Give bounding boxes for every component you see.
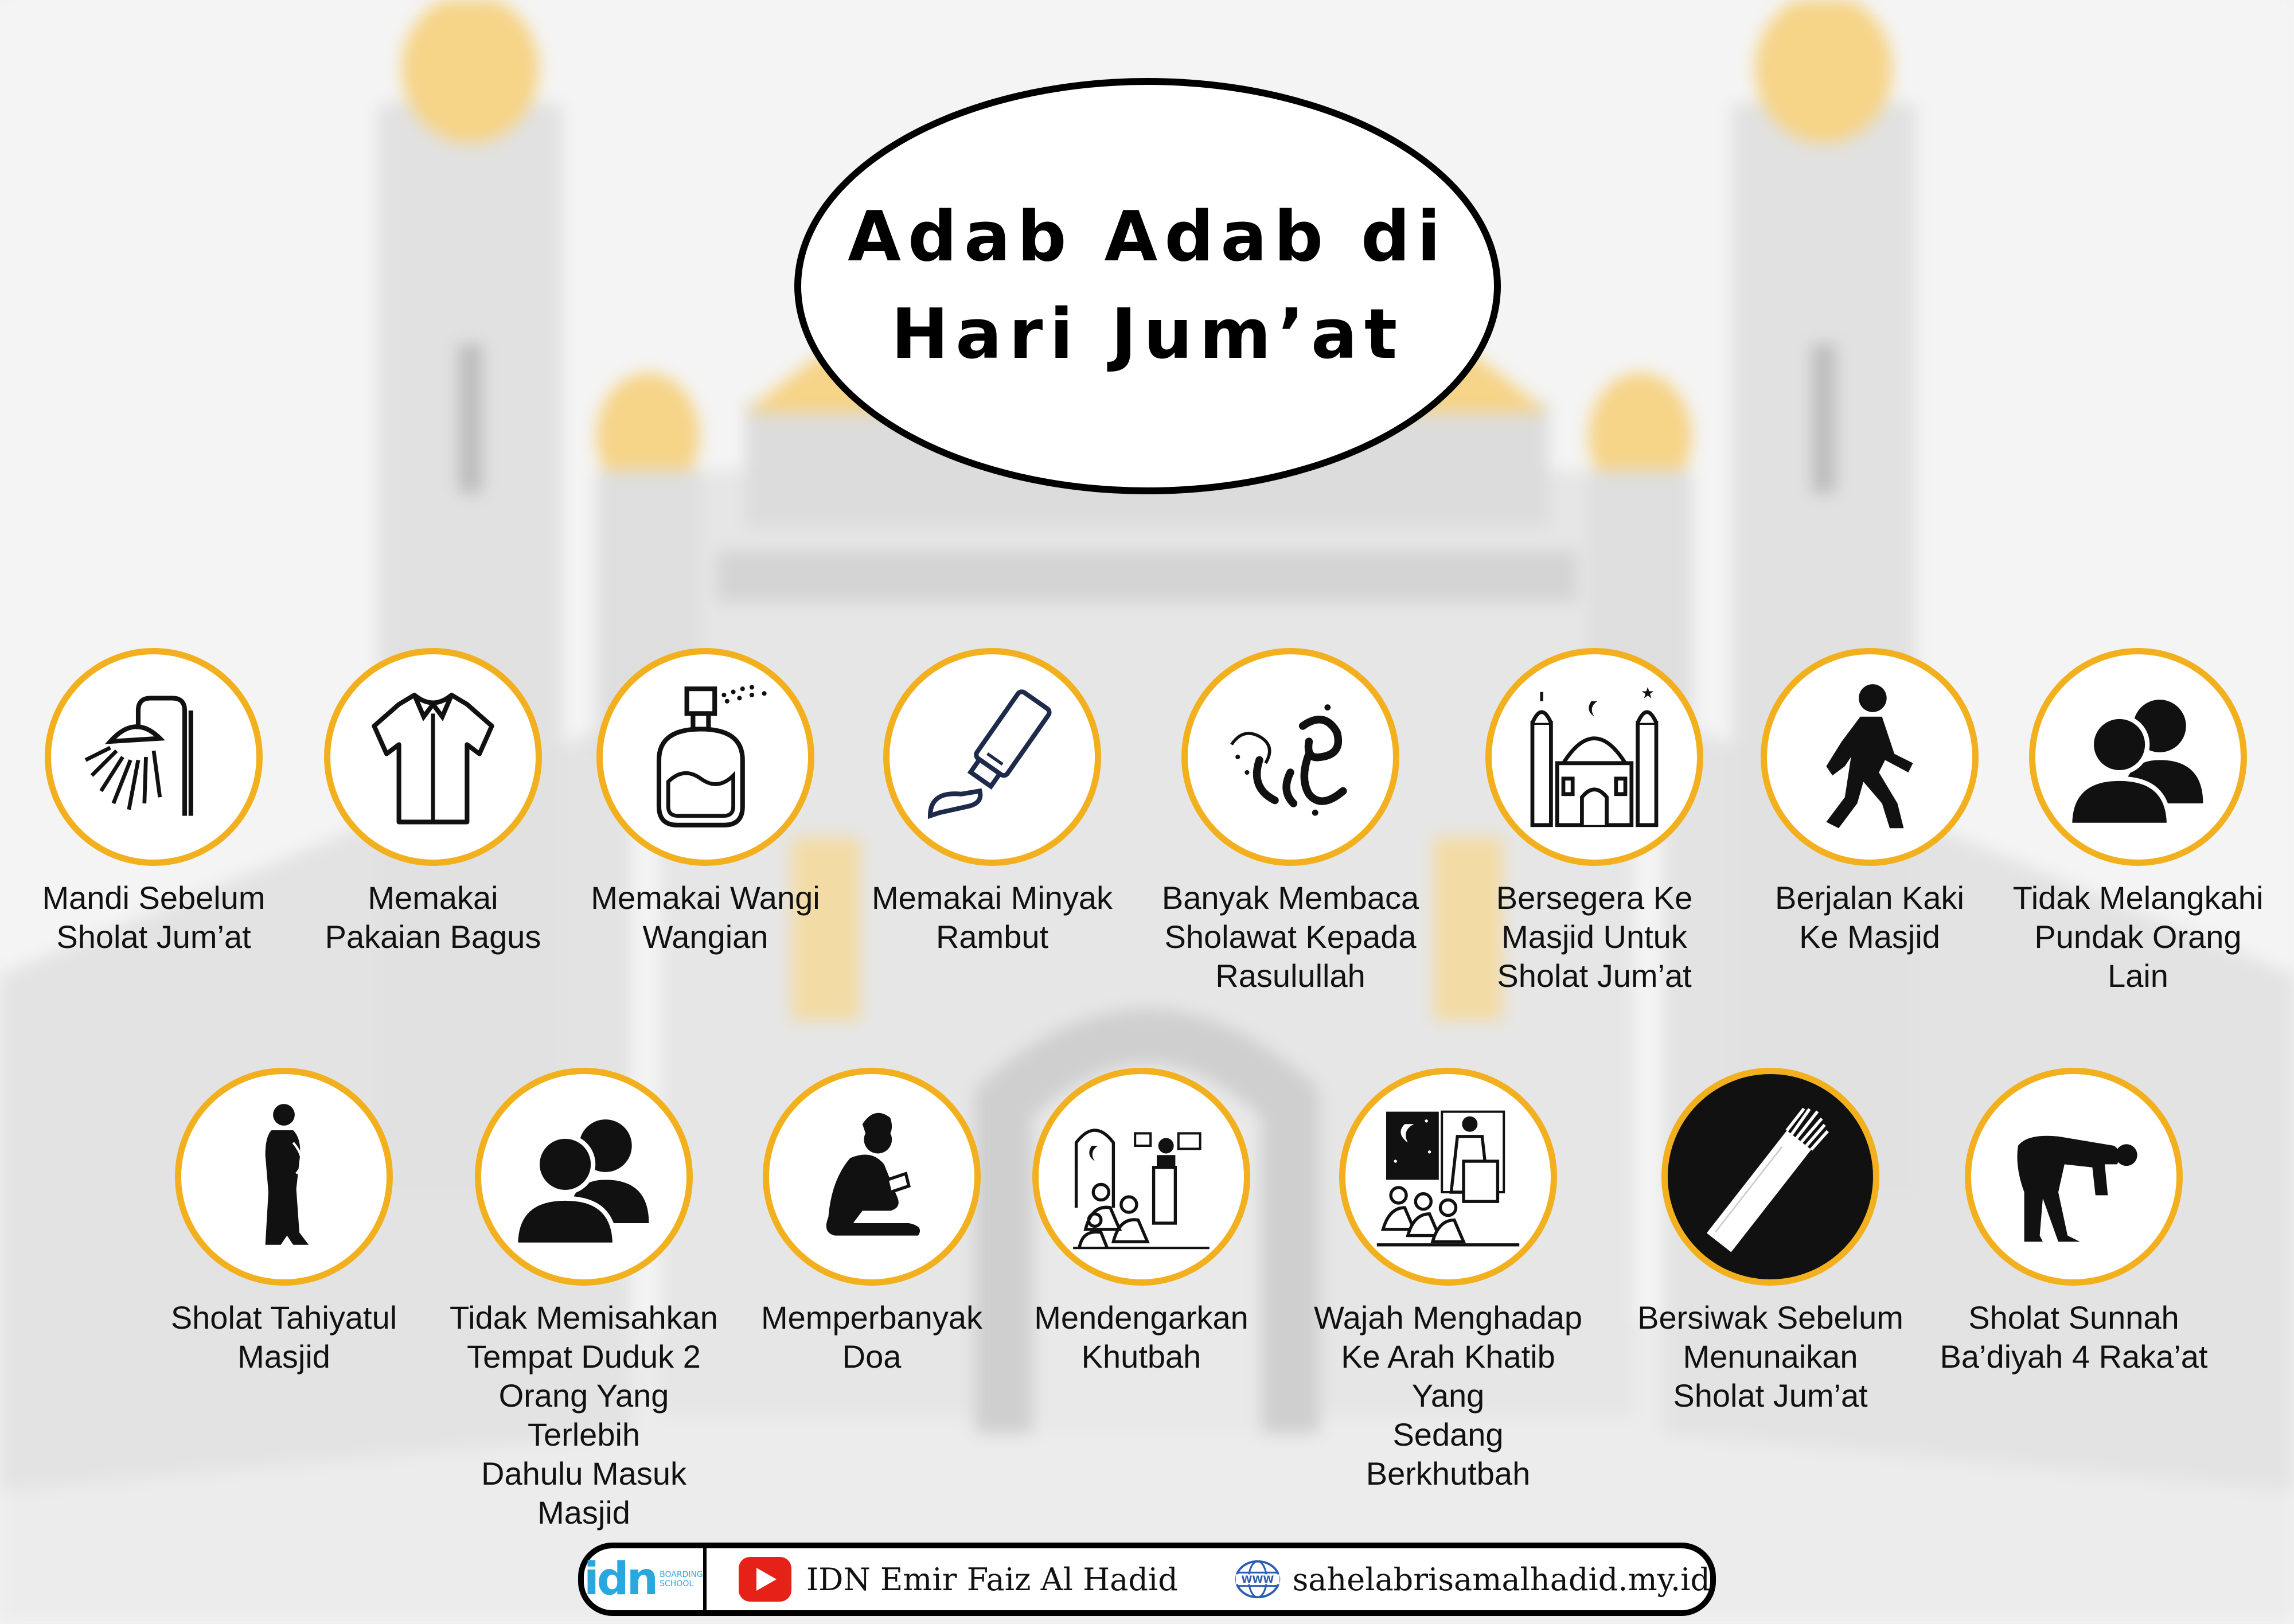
item-tahiyatul <box>146 1068 422 1376</box>
item-label: Memperbanyak Doa <box>761 1299 982 1375</box>
item-circle <box>45 648 263 866</box>
item-label: Mendengarkan Khutbah <box>1034 1299 1249 1375</box>
item-badiyah <box>1936 1068 2211 1376</box>
bowing-prayer-icon <box>1996 1099 2151 1254</box>
item-menghadap <box>1310 1068 1586 1493</box>
item-doa <box>734 1068 1009 1376</box>
title-line-1: Adab Adab di <box>848 197 1448 277</box>
siwak-icon <box>1693 1099 1848 1254</box>
hair-oil-tube-icon <box>915 680 1070 834</box>
item-label: Mandi Sebelum Sholat Jum’at <box>42 880 266 955</box>
item-label: Bersiwak Sebelum Menunaikan Sholat Jum’at <box>1637 1299 1903 1414</box>
website-link[interactable]: sahelabrisamalhadid.my.id <box>1292 1561 1710 1598</box>
item-label: Tidak Melangkahi Pundak Orang Lain <box>2012 880 2264 994</box>
item-circle <box>1485 648 1703 866</box>
item-circle <box>1761 648 1979 866</box>
item-label: Memakai Pakaian Bagus <box>325 880 541 955</box>
title-ellipse <box>794 78 1501 494</box>
title-line-2: Hari Jum’at <box>891 295 1405 374</box>
item-circle <box>2029 648 2247 866</box>
youtube-channel-label[interactable]: IDN Emir Faiz Al Hadid <box>806 1561 1178 1598</box>
item-memisahkan <box>446 1068 721 1532</box>
item-pakaian <box>295 648 571 957</box>
item-mandi <box>16 648 291 957</box>
item-melangkahi <box>2000 648 2276 996</box>
mosque-icon <box>1517 680 1672 834</box>
item-circle <box>324 648 542 866</box>
item-circle <box>1181 648 1399 866</box>
standing-prayer-icon <box>206 1099 361 1254</box>
walking-person-icon <box>1792 680 1947 834</box>
item-label: Berjalan Kaki Ke Masjid <box>1775 880 1964 955</box>
item-khutbah <box>1004 1068 1279 1376</box>
item-label: Memakai Wangi Wangian <box>591 880 820 955</box>
item-wangi <box>568 648 843 957</box>
item-label: Sholat Sunnah Ba’diyah 4 Raka’at <box>1940 1299 2208 1375</box>
item-circle <box>763 1068 981 1286</box>
item-circle <box>175 1068 393 1286</box>
muhammad-calligraphy-icon <box>1213 680 1368 834</box>
item-label: Wajah Menghadap Ke Arah Khatib Yang Sedang Berkhutbah <box>1313 1299 1582 1492</box>
item-bersegera <box>1457 648 1732 996</box>
idn-logo-text: idn <box>584 1553 657 1605</box>
item-berjalan <box>1732 648 2007 957</box>
shirt-icon <box>356 680 510 834</box>
svg-text:★: ★ <box>1641 684 1655 702</box>
item-label: Banyak Membaca Sholawat Kepada Rasulullah <box>1161 880 1419 994</box>
shower-icon <box>76 680 231 834</box>
idn-logo-subtitle: BOARDING SCHOOL <box>660 1570 703 1588</box>
two-people-icon <box>506 1099 661 1254</box>
idn-logo <box>584 1548 707 1610</box>
item-label: Bersegera Ke Masjid Untuk Sholat Jum’at <box>1496 880 1693 994</box>
two-people-icon <box>2061 680 2215 834</box>
item-label: Tidak Memisahkan Tempat Duduk 2 Orang Yang Terlebih Dahulu Masuk Masjid <box>450 1299 718 1531</box>
item-label: Memakai Minyak Rambut <box>871 880 1113 955</box>
perfume-bottle-icon <box>628 680 783 834</box>
item-label: Sholat Tahiyatul Masjid <box>170 1299 397 1375</box>
khatib-pulpit-icon <box>1371 1099 1526 1254</box>
item-sholawat <box>1153 648 1428 996</box>
item-bersiwak <box>1633 1068 1908 1415</box>
item-circle <box>1339 1068 1557 1286</box>
svg-text:WWW: WWW <box>1241 1574 1274 1586</box>
item-circle <box>883 648 1101 866</box>
item-circle <box>475 1068 693 1286</box>
item-circle <box>1661 1068 1879 1286</box>
praying-person-icon <box>794 1099 949 1254</box>
item-circle <box>1965 1068 2183 1286</box>
footer-bar <box>578 1543 1716 1616</box>
youtube-icon[interactable] <box>739 1557 791 1602</box>
item-circle <box>596 648 814 866</box>
item-minyak <box>855 648 1130 957</box>
globe-www-icon <box>1233 1553 1282 1605</box>
sermon-listening-icon <box>1064 1099 1219 1254</box>
item-circle <box>1032 1068 1250 1286</box>
